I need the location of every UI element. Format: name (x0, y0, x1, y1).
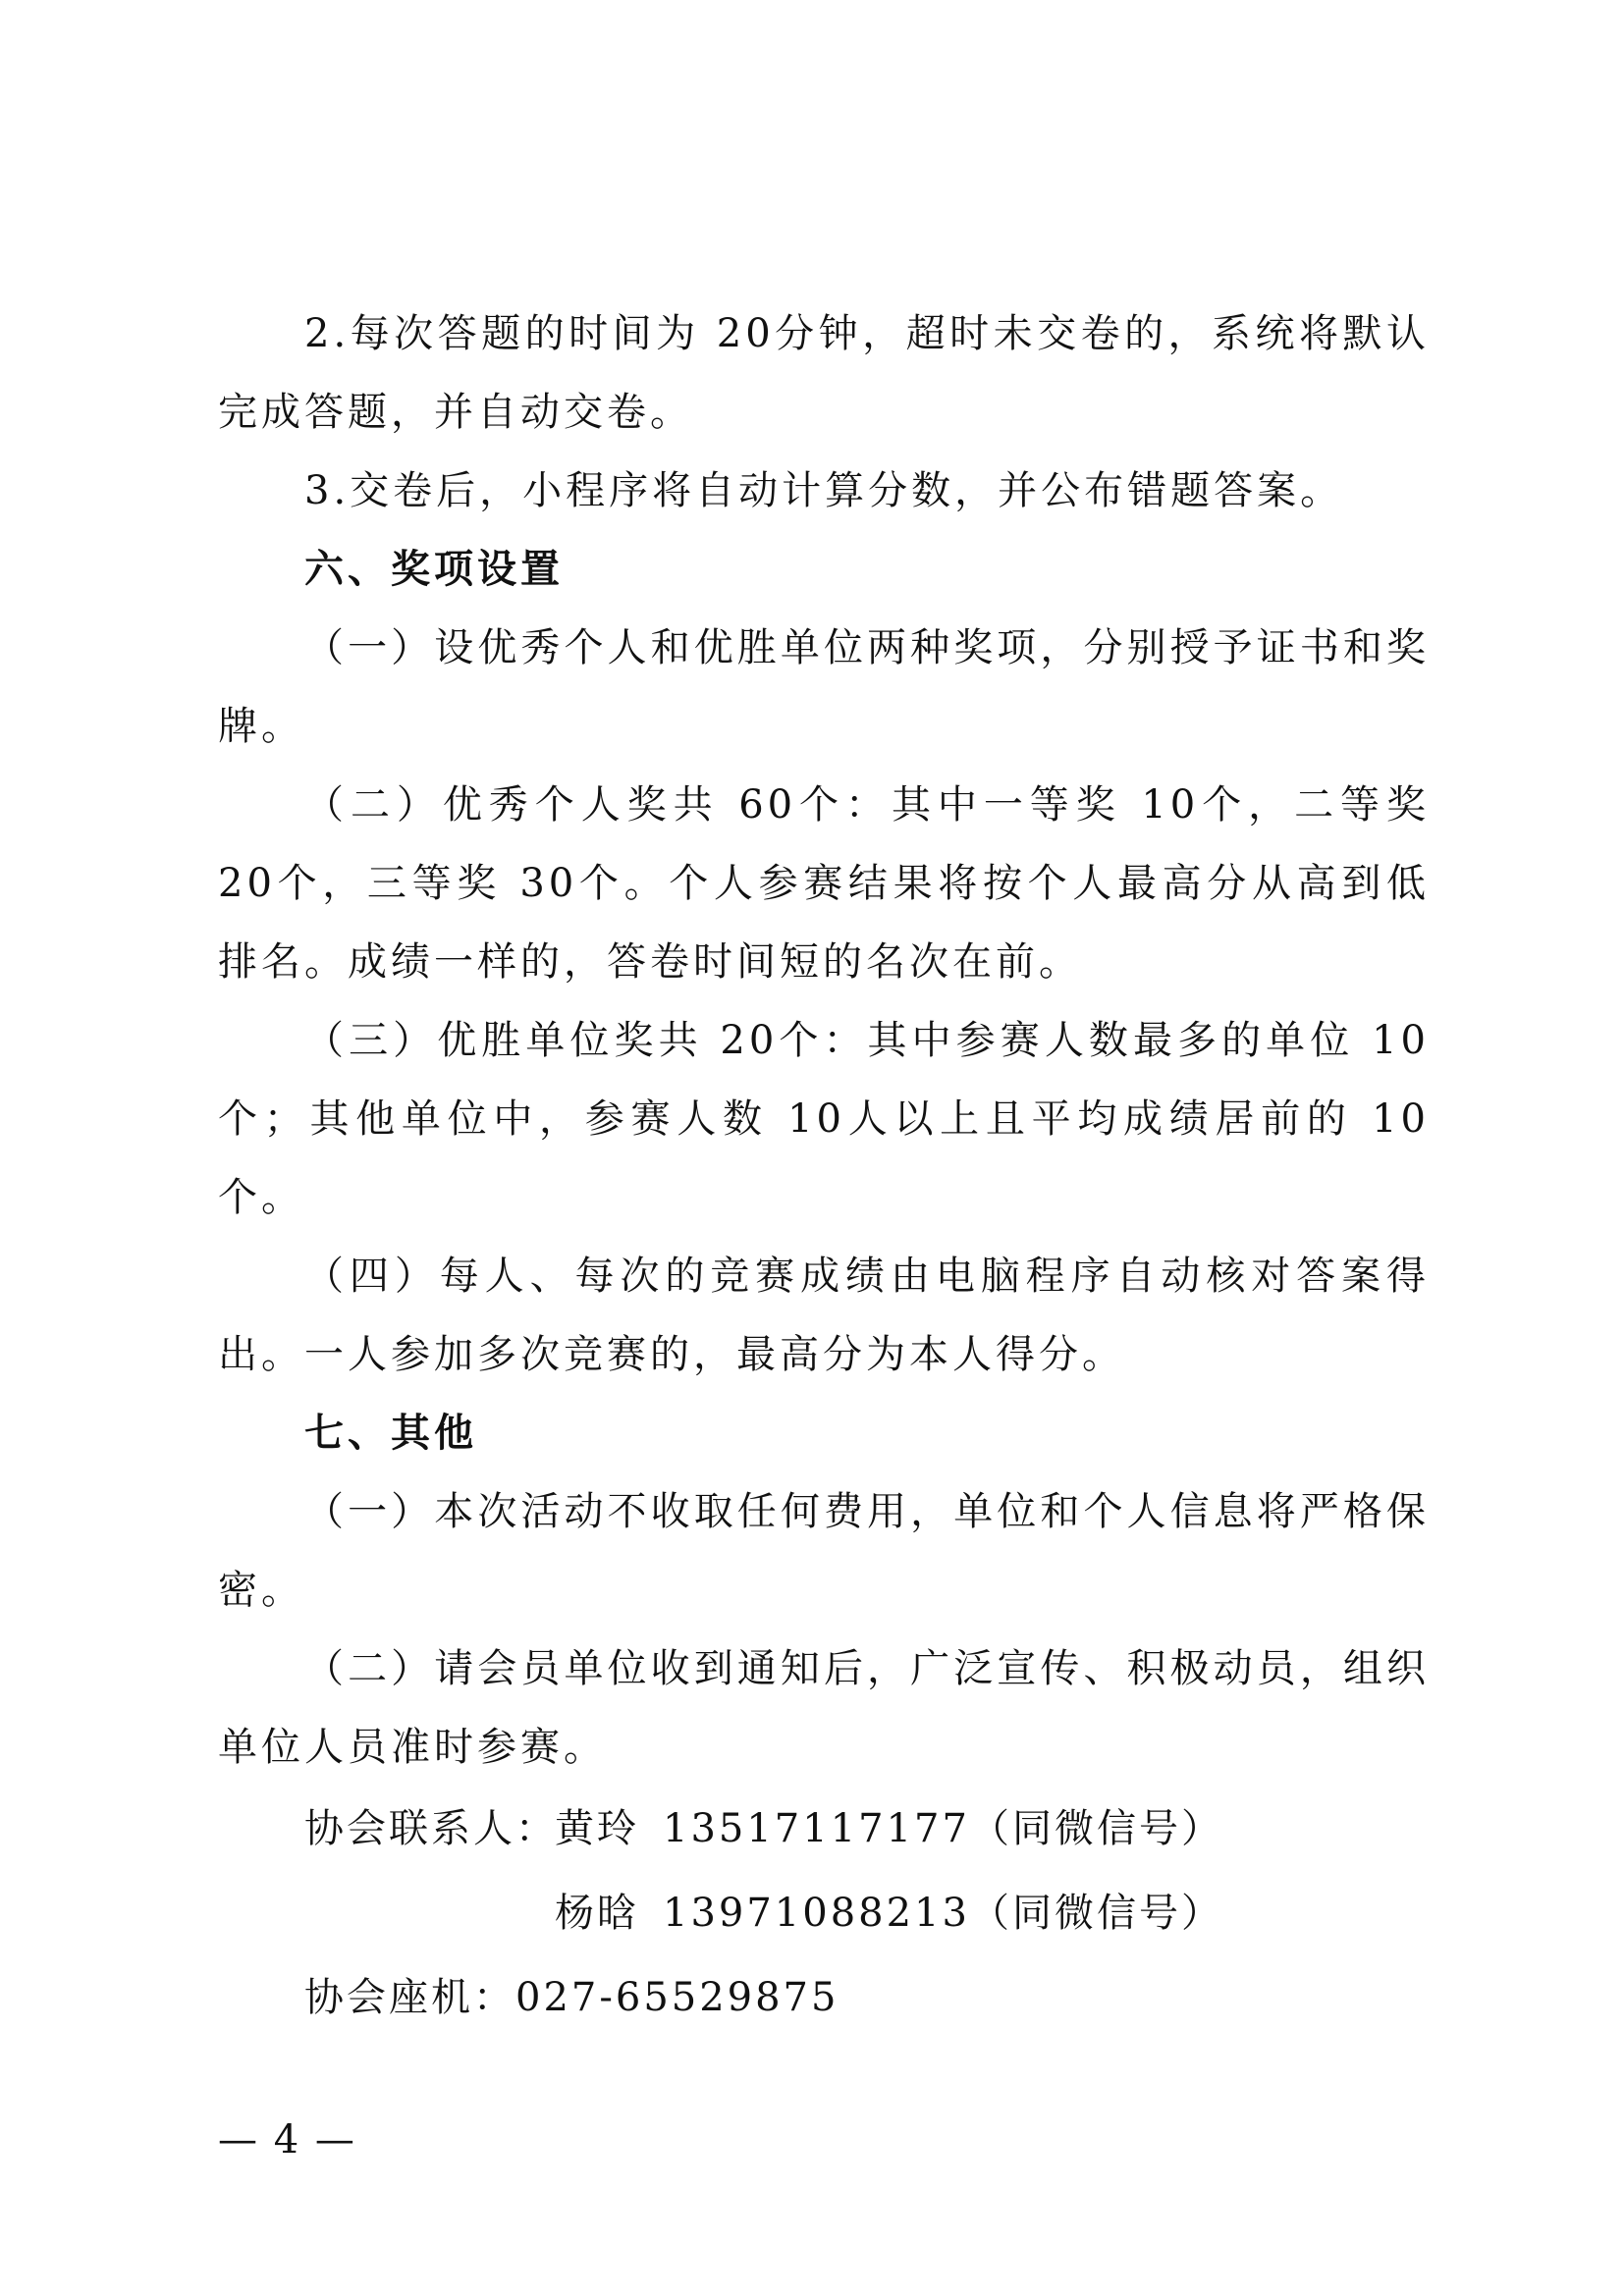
contact-block (304, 1787, 1286, 2040)
document-body (218, 294, 1430, 1787)
awards-item-2: （二）优秀个人奖共 60个：其中一等奖 10个，二等奖 20个，三等奖 30个。个人参赛结果将按个人最高分从高到低排名。成绩一样的，答卷时间短的名次在前。 (218, 782, 1430, 985)
contact-name-2: 杨晗 (555, 1891, 639, 1936)
section-heading-other: 七、其他 (304, 1411, 477, 1456)
paragraph-answer-time: 2.每次答题的时间为 20分钟，超时未交卷的，系统将默认完成答题，并自动交卷。 (218, 311, 1430, 435)
landline-number: 027-65529875 (515, 1975, 839, 2020)
contact-name-1: 黄玲 (555, 1806, 639, 1851)
contact-label: 协会联系人： (304, 1806, 558, 1851)
other-item-1: （一）本次活动不收取任何费用，单位和个人信息将严格保密。 (218, 1489, 1430, 1613)
page-number: — 4 — (218, 2117, 356, 2163)
contact-phone-1: 13517117177（同微信号） (663, 1806, 1223, 1851)
other-item-2: （二）请会员单位收到通知后，广泛宣传、积极动员，组织单位人员准时参赛。 (218, 1646, 1430, 1770)
awards-item-3: （三）优胜单位奖共 20个：其中参赛人数最多的单位 10个；其他单位中，参赛人数 10人以上且平均成绩居前的 10个。 (218, 1018, 1430, 1220)
contact-line-1 (304, 1787, 1286, 1871)
awards-item-4: （四）每人、每次的竞赛成绩由电脑程序自动核对答案得出。一人参加多次竞赛的，最高分为本人得分。 (218, 1254, 1430, 1377)
contact-phone-2: 13971088213（同微信号） (663, 1891, 1223, 1936)
contact-line-2 (304, 1871, 1286, 1955)
landline-line (304, 1955, 1286, 2040)
landline-label: 协会座机： (304, 1975, 515, 2020)
awards-item-1: （一）设优秀个人和优胜单位两种奖项，分别授予证书和奖牌。 (218, 625, 1430, 749)
paragraph-scoring: 3.交卷后，小程序将自动计算分数，并公布错题答案。 (304, 468, 1344, 513)
section-heading-awards: 六、奖项设置 (304, 547, 564, 592)
